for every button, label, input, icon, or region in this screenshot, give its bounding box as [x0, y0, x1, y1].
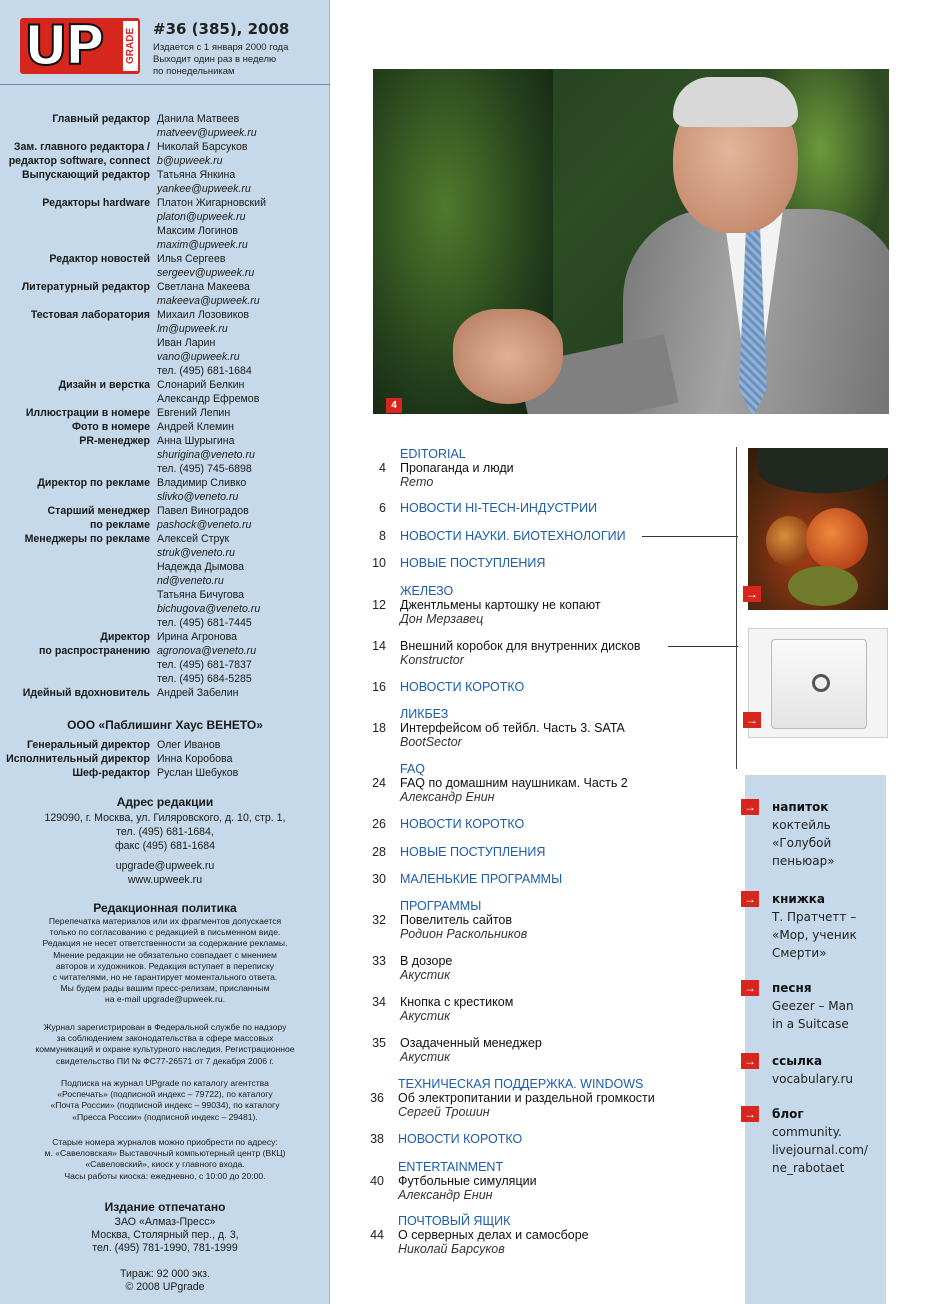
staff-value: Олег Иванов: [157, 739, 221, 751]
address-block: [0, 811, 330, 887]
pick-label: напиток: [772, 800, 829, 814]
policy-line: Мы будем рады вашим пресс-релизам, присланным: [60, 983, 270, 994]
staff-values: [157, 406, 330, 420]
toc-page-number: 36: [370, 1091, 384, 1105]
staff-row: [0, 196, 330, 252]
staff-value: agronova@veneto.ru: [157, 645, 257, 657]
cover-photo: [373, 69, 889, 414]
staff-row: [0, 280, 330, 308]
staff-value: Иван Ларин: [157, 337, 216, 349]
staff-values: [157, 168, 330, 196]
back-issues-line: Старые номера журналов можно приобрести по адресу:: [52, 1137, 278, 1147]
toc-article-title: О серверных делах и самосборе: [398, 1228, 589, 1242]
staff-values: [157, 532, 330, 630]
staff-value: slivko@veneto.ru: [157, 491, 239, 503]
staff-value: shurigina@veneto.ru: [157, 449, 255, 461]
staff-values: [157, 686, 330, 700]
leader-line: [642, 536, 738, 537]
staff-role: Шеф-редактор: [72, 767, 150, 779]
staff-value: Максим Логинов: [157, 225, 239, 237]
staff-row: [0, 112, 330, 140]
publisher-title: ООО «Паблишинг Хаус ВЕНЕТО»: [67, 718, 263, 732]
logo-grade-text: GRADE: [123, 21, 138, 71]
footer-line: Тираж: 92 000 экз.: [120, 1268, 210, 1280]
staff-value: b@upweek.ru: [157, 155, 223, 167]
toc-author: Родион Раскольников: [400, 927, 528, 941]
pick-text: коктейль «Голубой пеньюар»: [772, 818, 835, 868]
toc-section: НОВОСТИ КОРОТКО: [400, 817, 525, 831]
masthead-divider: [0, 84, 330, 85]
staff-role: Тестовая лаборатория: [30, 309, 150, 321]
toc-page-number: 44: [370, 1228, 384, 1242]
toc-section: EDITORIAL: [400, 447, 466, 461]
staff-values: [157, 378, 330, 406]
toc-author: Александр Енин: [400, 790, 495, 804]
pick-text: community. livejournal.com/ ne_rabotaet: [772, 1125, 868, 1175]
staff-role: Директор по рекламе: [37, 477, 150, 489]
toc-page-number: 33: [372, 954, 386, 968]
staff-value: Надежда Дымова: [157, 561, 244, 573]
subscription-text: [10, 1078, 320, 1123]
staff-value: тел. (495) 681-7445: [157, 617, 252, 629]
toc-author: Александр Енин: [398, 1188, 493, 1202]
toc-article-title: Пропаганда и люди: [400, 461, 514, 475]
policy-line: только по согласованию с редакцией в письменном виде.: [49, 927, 281, 938]
toc-article-title: В дозоре: [400, 954, 453, 968]
staff-values: [157, 308, 330, 378]
toc-section: НОВОСТИ HI-TECH-ИНДУСТРИИ: [400, 501, 598, 515]
toc-article-title: Об электропитании и раздельной громкости: [398, 1091, 655, 1105]
staff-role: Редакторы hardware: [42, 197, 150, 209]
pick-text: Geezer – Man in a Suitcase: [772, 999, 854, 1031]
upgrade-logo: [20, 14, 140, 77]
toc-author: Акустик: [400, 1050, 451, 1064]
issue-info-line: Выходит один раз в неделю: [153, 54, 277, 65]
staff-row: [0, 738, 330, 752]
address-line: тел. (495) 681-1684,: [116, 826, 214, 838]
staff-value: Инна Коробова: [157, 753, 233, 765]
staff-value: matveev@upweek.ru: [157, 127, 257, 139]
staff-role: Зам. главного редактора / редактор software, connect: [8, 141, 150, 167]
staff-value: Андрей Забелин: [157, 687, 239, 699]
toc-page-number: 32: [372, 913, 386, 927]
policy-line: Перепечатка материалов или их фрагментов допускается: [48, 916, 282, 926]
staff-value: sergeev@upweek.ru: [157, 267, 255, 279]
printing-line: тел. (495) 781-1990, 781-1999: [92, 1242, 238, 1254]
toc-author: Акустик: [400, 968, 451, 982]
staff-row: [0, 504, 330, 532]
staff-value: Евгений Лепин: [157, 407, 231, 419]
staff-value: maxim@upweek.ru: [157, 239, 248, 251]
staff-value: Слонарий Белкин: [157, 379, 245, 391]
staff-value: Руслан Шебуков: [157, 767, 239, 779]
staff-row: [0, 630, 330, 686]
staff-value: Платон Жигарновский: [157, 197, 267, 209]
pick-label: ссылка: [772, 1054, 823, 1068]
toc-article-title: Повелитель сайтов: [400, 913, 513, 927]
issue-info-line: Издается с 1 января 2000 года: [153, 42, 289, 53]
toc-author: BootSector: [400, 735, 462, 749]
staff-row: [0, 766, 330, 780]
toc-section: FAQ: [400, 762, 426, 776]
arrow-icon: →: [741, 799, 759, 815]
issue-info: [153, 42, 288, 78]
staff-value: pashock@veneto.ru: [157, 519, 252, 531]
staff-role: Менеджеры по рекламе: [24, 533, 150, 545]
staff-values: [157, 140, 330, 168]
staff-row: [0, 476, 330, 504]
footer-line: © 2008 UPgrade: [125, 1281, 205, 1293]
staff-value: platon@upweek.ru: [157, 211, 246, 223]
arrow-icon: →: [741, 891, 759, 907]
toc-section: ПРОГРАММЫ: [400, 899, 482, 913]
staff-role: Идейный вдохновитель: [22, 687, 150, 699]
printing-line: ЗАО «Алмаз-Пресс»: [114, 1216, 216, 1228]
staff-values: [157, 112, 330, 140]
staff-row: [0, 140, 330, 168]
toc-page-number: 12: [372, 598, 386, 612]
staff-value: тел. (495) 745-6898: [157, 463, 252, 475]
toc-page-number: 8: [379, 529, 386, 543]
arrow-icon: →: [741, 1053, 759, 1069]
drive-enclosure-photo: [748, 628, 888, 738]
staff-value: Илья Сергеев: [157, 253, 226, 265]
toc-author: Сергей Трошин: [398, 1105, 490, 1119]
arrow-icon: →: [743, 712, 761, 728]
back-issues-text: [10, 1137, 320, 1182]
pick-text: Т. Пратчетт – «Мор, ученик Смерти»: [772, 910, 857, 960]
toc-article-title: FAQ по домашним наушникам. Часть 2: [400, 776, 628, 790]
staff-role: Фото в номере: [72, 421, 150, 433]
toc-page-number: 6: [379, 501, 386, 515]
staff-value: Владимир Сливко: [157, 477, 247, 489]
staff-value: lm@upweek.ru: [157, 323, 228, 335]
policy-line: на e-mail upgrade@upweek.ru.: [105, 994, 225, 1005]
address-line: факс (495) 681-1684: [114, 840, 216, 852]
staff-value: Михаил Лозовиков: [157, 309, 250, 321]
staff-value: Андрей Клемин: [157, 421, 235, 433]
toc-page-number: 4: [379, 461, 386, 475]
toc-section: ЖЕЛЕЗО: [400, 584, 454, 598]
staff-value: Павел Виноградов: [157, 505, 249, 517]
policy-line: авторов и художников. Редакция вступает в переписку: [55, 960, 275, 971]
address-title: Адрес редакции: [116, 795, 214, 809]
policy-title: Редакционная политика: [93, 901, 237, 915]
toc-article-title: Озадаченный менеджер: [400, 1036, 542, 1050]
pick-text: vocabulary.ru: [772, 1072, 853, 1086]
staff-role: Дизайн и верстка: [58, 379, 150, 391]
policy-line: с читателями, но не гарантирует моментального ответа.: [52, 972, 278, 983]
toc-page-number: 26: [372, 817, 386, 831]
staff-row: [0, 168, 330, 196]
staff-row: [0, 406, 330, 420]
toc-section: НОВОСТИ КОРОТКО: [400, 680, 525, 694]
toc-article-title: Футбольные симуляции: [398, 1174, 537, 1188]
staff-value: Александр Ефремов: [157, 393, 260, 405]
staff-value: vano@upweek.ru: [157, 351, 240, 363]
toc-section: ТЕХНИЧЕСКАЯ ПОДДЕРЖКА. WINDOWS: [398, 1077, 644, 1091]
staff-value: bichugova@veneto.ru: [157, 603, 261, 615]
registration-line: свидетельство ПИ № ФС77-26571 от 7 декабря 2006 г.: [56, 1055, 274, 1066]
toc-page-number: 18: [372, 721, 386, 735]
staff-values: [157, 280, 330, 308]
staff-role: Иллюстрации в номере: [25, 407, 150, 419]
staff-row: [0, 434, 330, 476]
subscription-line: «Роспечать» (подписной индекс – 79722), по каталогу: [57, 1089, 273, 1100]
staff-role: Исполнительный директор: [6, 753, 150, 765]
staff-row: [0, 420, 330, 434]
subscription-line: «Почта России» (подписной индекс – 99034), по каталогу: [50, 1100, 280, 1111]
toc-page-number: 34: [372, 995, 386, 1009]
staff-row: [0, 686, 330, 700]
toc-page-number: 24: [372, 776, 386, 790]
leader-line: [668, 646, 738, 647]
toc-section: НОВЫЕ ПОСТУПЛЕНИЯ: [400, 556, 546, 570]
toc-article-title: Внешний коробок для внутренних дисков: [400, 639, 641, 653]
toc-article-title: Кнопка с крестиком: [400, 995, 514, 1009]
toc-section: НОВЫЕ ПОСТУПЛЕНИЯ: [400, 845, 546, 859]
toc-page-number: 14: [372, 639, 386, 653]
toc-author: Remo: [400, 475, 434, 489]
staff-role: Директор по распространению: [39, 631, 150, 657]
picks-sidebar: [745, 775, 886, 1304]
hardware-illustration: [748, 448, 888, 610]
staff-value: Светлана Макеева: [157, 281, 250, 293]
address-line: upgrade@upweek.ru: [115, 860, 215, 872]
policy-text: [12, 916, 318, 1006]
issue-info-line: по понедельникам: [153, 66, 235, 77]
toc-page-number: 35: [372, 1036, 386, 1050]
staff-value: Анна Шурыгина: [157, 435, 235, 447]
staff-value: nd@veneto.ru: [157, 575, 224, 587]
circulation-footer: [0, 1268, 330, 1294]
toc-page-number: 40: [370, 1174, 384, 1188]
staff-role: Редактор новостей: [49, 253, 150, 265]
staff-value: struk@veneto.ru: [157, 547, 235, 559]
toc-article-title: Джентльмены картошку не копают: [400, 598, 601, 612]
toc-article-title: Интерфейсом об тейбл. Часть 3. SATA: [400, 721, 625, 735]
staff-value: Данила Матвеев: [157, 113, 240, 125]
address-line: 129090, г. Москва, ул. Гиляровского, д. 10, стр. 1,: [44, 812, 286, 824]
back-issues-line: Часы работы киоска: ежедневно, с 10:00 до 20:00.: [64, 1170, 266, 1181]
staff-value: Николай Барсуков: [157, 141, 248, 153]
issue-number: #36 (385), 2008: [153, 20, 290, 38]
toc-page-number: 16: [372, 680, 386, 694]
staff-role: Выпускающий редактор: [21, 169, 150, 181]
toc-page-number: 30: [372, 872, 386, 886]
toc-page-number: 10: [372, 556, 386, 570]
photo-page-tag: 4: [386, 398, 402, 413]
staff-row: [0, 752, 330, 766]
staff-values: [157, 420, 330, 434]
pick-label: песня: [772, 981, 812, 995]
toc-page-number: 38: [370, 1132, 384, 1146]
policy-line: Редакция не несет ответственности за содержание рекламы.: [42, 938, 288, 949]
staff-value: yankee@upweek.ru: [157, 183, 251, 195]
toc-author: Konstructor: [400, 653, 464, 667]
registration-line: коммуникаций и охране культурного наследия. Регистрационное: [35, 1044, 295, 1055]
staff-values: [157, 630, 330, 686]
toc-section: НОВОСТИ НАУКИ. БИОТЕХНОЛОГИИ: [400, 529, 626, 543]
staff-value: Алексей Струк: [157, 533, 230, 545]
pick-label: блог: [772, 1107, 804, 1121]
toc-section: ЛИКБЕЗ: [400, 707, 449, 721]
staff-values: [157, 752, 330, 766]
address-line: www.upweek.ru: [127, 874, 203, 886]
masthead-column: [0, 0, 330, 1304]
toc-divider: [736, 447, 737, 769]
arrow-icon: →: [741, 1106, 759, 1122]
back-issues-line: «Савеловский», киоск у главного входа.: [85, 1159, 245, 1170]
staff-values: [157, 504, 330, 532]
staff-values: [157, 196, 330, 252]
subscription-line: Подписка на журнал UPgrade по каталогу агентства: [61, 1078, 269, 1088]
registration-line: за соблюдением законодательства в сфере массовых: [56, 1033, 274, 1044]
staff-value: Татьяна Бичугова: [157, 589, 245, 601]
printing-block: [0, 1216, 330, 1255]
staff-list: [0, 112, 330, 700]
registration-line: Журнал зарегистрирован в Федеральной службе по надзору: [43, 1022, 287, 1032]
staff-values: [157, 252, 330, 280]
registration-text: [6, 1022, 324, 1067]
staff-role: Старший менеджер по рекламе: [47, 505, 150, 531]
staff-row: [0, 378, 330, 406]
staff-value: Татьяна Янкина: [157, 169, 236, 181]
printing-line: Москва, Столярный пер., д. 3,: [91, 1229, 239, 1241]
logo-up-text: UP: [24, 14, 102, 77]
policy-line: Мнение редакции не обязательно совпадает с мнением: [53, 949, 277, 960]
staff-role: Главный редактор: [52, 113, 150, 125]
back-issues-line: м. «Савеловская» Выставочный компьютерный центр (ВКЦ): [44, 1148, 286, 1159]
staff-role: Генеральный директор: [26, 739, 150, 751]
staff-value: makeeva@upweek.ru: [157, 295, 260, 307]
toc-page-number: 28: [372, 845, 386, 859]
staff-value: Ирина Агронова: [157, 631, 237, 643]
toc-author: Николай Барсуков: [398, 1242, 505, 1256]
toc-section: ПОЧТОВЫЙ ЯЩИК: [398, 1214, 511, 1228]
arrow-icon: →: [743, 586, 761, 602]
staff-value: тел. (495) 681-7837: [157, 659, 252, 671]
staff-values: [157, 766, 330, 780]
staff-values: [157, 434, 330, 476]
staff-value: тел. (495) 681-1684: [157, 365, 252, 377]
toc-author: Дон Мерзавец: [400, 612, 484, 626]
subscription-line: «Пресса России» (подписной индекс – 29481).: [72, 1111, 258, 1122]
staff-row: [0, 532, 330, 630]
toc-author: Акустик: [400, 1009, 451, 1023]
staff-values: [157, 476, 330, 504]
printing-title: Издание отпечатано: [104, 1200, 226, 1214]
publisher-staff: [0, 738, 330, 780]
staff-role: PR-менеджер: [79, 435, 150, 447]
staff-row: [0, 252, 330, 280]
toc-section: МАЛЕНЬКИЕ ПРОГРАММЫ: [400, 872, 563, 886]
toc-section: НОВОСТИ КОРОТКО: [398, 1132, 523, 1146]
staff-row: [0, 308, 330, 378]
pick-label: книжка: [772, 892, 826, 906]
toc-section: ENTERTAINMENT: [398, 1160, 504, 1174]
staff-value: тел. (495) 684-5285: [157, 673, 252, 685]
arrow-icon: →: [741, 980, 759, 996]
staff-values: [157, 738, 330, 752]
staff-role: Литературный редактор: [21, 281, 150, 293]
